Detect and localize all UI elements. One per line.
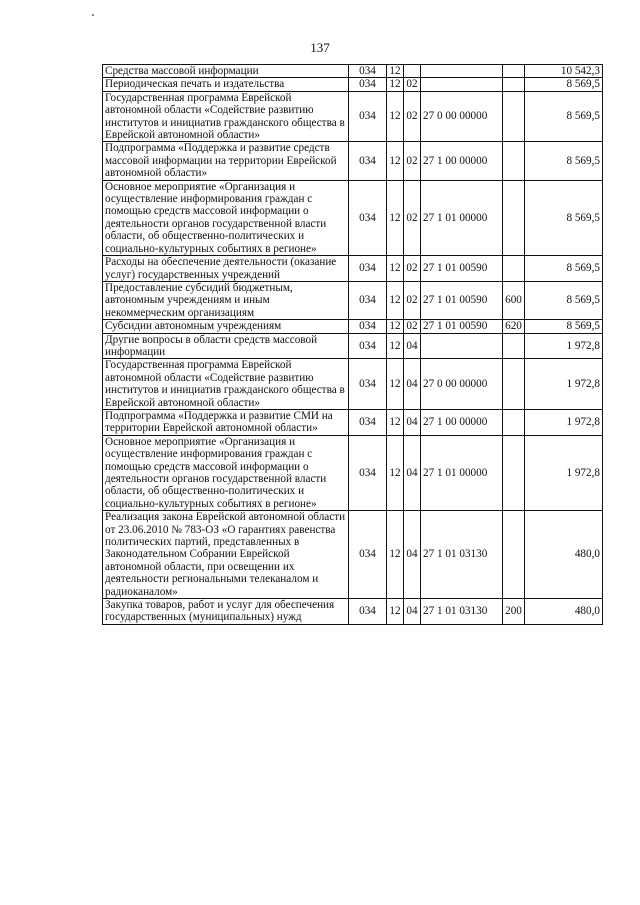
table-row	[103, 359, 603, 410]
expense-type-code	[503, 409, 525, 435]
subsection-code: 04	[404, 511, 421, 599]
line-item-name: Другие вопросы в области средств массовой информации	[103, 333, 349, 359]
subsection-code	[404, 65, 421, 78]
expense-type-code	[503, 78, 525, 91]
target-article-code: 27 0 00 00000	[421, 359, 503, 410]
amount: 1 972,8	[525, 409, 603, 435]
org-code: 034	[349, 256, 387, 282]
expense-type-code	[503, 142, 525, 180]
section-code: 12	[387, 511, 404, 599]
section-code: 12	[387, 180, 404, 255]
target-article-code: 27 1 01 00000	[421, 435, 503, 510]
org-code: 034	[349, 333, 387, 359]
target-article-code: 27 1 01 03130	[421, 599, 503, 625]
amount: 8 569,5	[525, 142, 603, 180]
table-row	[103, 409, 603, 435]
line-item-name: Закупка товаров, работ и услуг для обеспечения государственных (муниципальных) нужд	[103, 599, 349, 625]
table-row	[103, 180, 603, 255]
line-item-name: Реализация закона Еврейской автономной области от 23.06.2010 № 783-ОЗ «О гарантиях равенства политических партий, представленных в Законодательном Собрании Еврейской автономной области, при освещении их деятельности региональными телеканалом и радиоканалом»	[103, 511, 349, 599]
target-article-code: 27 1 00 00000	[421, 409, 503, 435]
budget-table	[102, 64, 603, 625]
org-code: 034	[349, 180, 387, 255]
table-row	[103, 78, 603, 91]
org-code: 034	[349, 142, 387, 180]
target-article-code: 27 1 00 00000	[421, 142, 503, 180]
amount: 480,0	[525, 511, 603, 599]
amount: 8 569,5	[525, 91, 603, 142]
org-code: 034	[349, 599, 387, 625]
target-article-code: 27 1 01 00590	[421, 281, 503, 319]
section-code: 12	[387, 359, 404, 410]
line-item-name: Государственная программа Еврейской автономной области «Содействие развитию институтов и инициатив гражданского общества в Еврейской автономной области»	[103, 359, 349, 410]
amount: 8 569,5	[525, 180, 603, 255]
section-code: 12	[387, 78, 404, 91]
table-row	[103, 333, 603, 359]
section-code: 12	[387, 409, 404, 435]
table-row	[103, 511, 603, 599]
table-row	[103, 142, 603, 180]
org-code: 034	[349, 65, 387, 78]
target-article-code	[421, 65, 503, 78]
amount: 1 972,8	[525, 435, 603, 510]
amount: 8 569,5	[525, 281, 603, 319]
subsection-code: 04	[404, 435, 421, 510]
org-code: 034	[349, 78, 387, 91]
expense-type-code	[503, 511, 525, 599]
expense-type-code	[503, 256, 525, 282]
amount: 8 569,5	[525, 78, 603, 91]
section-code: 12	[387, 281, 404, 319]
amount: 10 542,3	[525, 65, 603, 78]
expense-type-code: 200	[503, 599, 525, 625]
org-code: 034	[349, 359, 387, 410]
line-item-name: Периодическая печать и издательства	[103, 78, 349, 91]
target-article-code	[421, 78, 503, 91]
section-code: 12	[387, 333, 404, 359]
section-code: 12	[387, 142, 404, 180]
subsection-code: 02	[404, 142, 421, 180]
table-row	[103, 256, 603, 282]
expense-type-code	[503, 435, 525, 510]
amount: 480,0	[525, 599, 603, 625]
expense-type-code: 620	[503, 320, 525, 333]
subsection-code: 02	[404, 256, 421, 282]
section-code: 12	[387, 320, 404, 333]
table-row	[103, 65, 603, 78]
org-code: 034	[349, 435, 387, 510]
line-item-name: Средства массовой информации	[103, 65, 349, 78]
subsection-code: 02	[404, 78, 421, 91]
line-item-name: Подпрограмма «Поддержка и развитие средств массовой информации на территории Еврейской автономной области»	[103, 142, 349, 180]
subsection-code: 04	[404, 333, 421, 359]
target-article-code: 27 1 01 00590	[421, 320, 503, 333]
target-article-code: 27 0 00 00000	[421, 91, 503, 142]
section-code: 12	[387, 435, 404, 510]
line-item-name: Подпрограмма «Поддержка и развитие СМИ на территории Еврейской автономной области»	[103, 409, 349, 435]
org-code: 034	[349, 409, 387, 435]
scan-mark	[92, 14, 94, 16]
line-item-name: Основное мероприятие «Организация и осуществление информирования граждан с помощью средств массовой информации о деятельности органов государственной власти области, об общественно-политических и социально-культурных событиях в регионе»	[103, 435, 349, 510]
org-code: 034	[349, 320, 387, 333]
page-number: 137	[310, 40, 330, 55]
subsection-code: 04	[404, 409, 421, 435]
line-item-name: Государственная программа Еврейской автономной области «Содействие развитию институтов и инициатив гражданского общества в Еврейской автономной области»	[103, 91, 349, 142]
expense-type-code	[503, 333, 525, 359]
line-item-name: Расходы на обеспечение деятельности (оказание услуг) государственных учреждений	[103, 256, 349, 282]
amount: 8 569,5	[525, 320, 603, 333]
table-row	[103, 435, 603, 510]
subsection-code: 02	[404, 320, 421, 333]
table-row	[103, 599, 603, 625]
expense-type-code	[503, 65, 525, 78]
line-item-name: Основное мероприятие «Организация и осуществление информирования граждан с помощью средств массовой информации о деятельности органов государственной власти области, об общественно-политических и социально-культурных событиях в регионе»	[103, 180, 349, 255]
subsection-code: 02	[404, 281, 421, 319]
amount: 8 569,5	[525, 256, 603, 282]
section-code: 12	[387, 256, 404, 282]
target-article-code: 27 1 01 00590	[421, 256, 503, 282]
subsection-code: 04	[404, 599, 421, 625]
target-article-code	[421, 333, 503, 359]
expense-type-code: 600	[503, 281, 525, 319]
org-code: 034	[349, 511, 387, 599]
section-code: 12	[387, 91, 404, 142]
table-row	[103, 281, 603, 319]
section-code: 12	[387, 65, 404, 78]
line-item-name: Субсидии автономным учреждениям	[103, 320, 349, 333]
amount: 1 972,8	[525, 333, 603, 359]
expense-type-code	[503, 180, 525, 255]
org-code: 034	[349, 281, 387, 319]
table-row	[103, 320, 603, 333]
target-article-code: 27 1 01 00000	[421, 180, 503, 255]
expense-type-code	[503, 359, 525, 410]
subsection-code: 02	[404, 180, 421, 255]
expense-type-code	[503, 91, 525, 142]
table-row	[103, 91, 603, 142]
budget-table-body	[103, 65, 603, 625]
amount: 1 972,8	[525, 359, 603, 410]
section-code: 12	[387, 599, 404, 625]
subsection-code: 04	[404, 359, 421, 410]
line-item-name: Предоставление субсидий бюджетным, автономным учреждениям и иным некоммерческим организациям	[103, 281, 349, 319]
org-code: 034	[349, 91, 387, 142]
target-article-code: 27 1 01 03130	[421, 511, 503, 599]
subsection-code: 02	[404, 91, 421, 142]
